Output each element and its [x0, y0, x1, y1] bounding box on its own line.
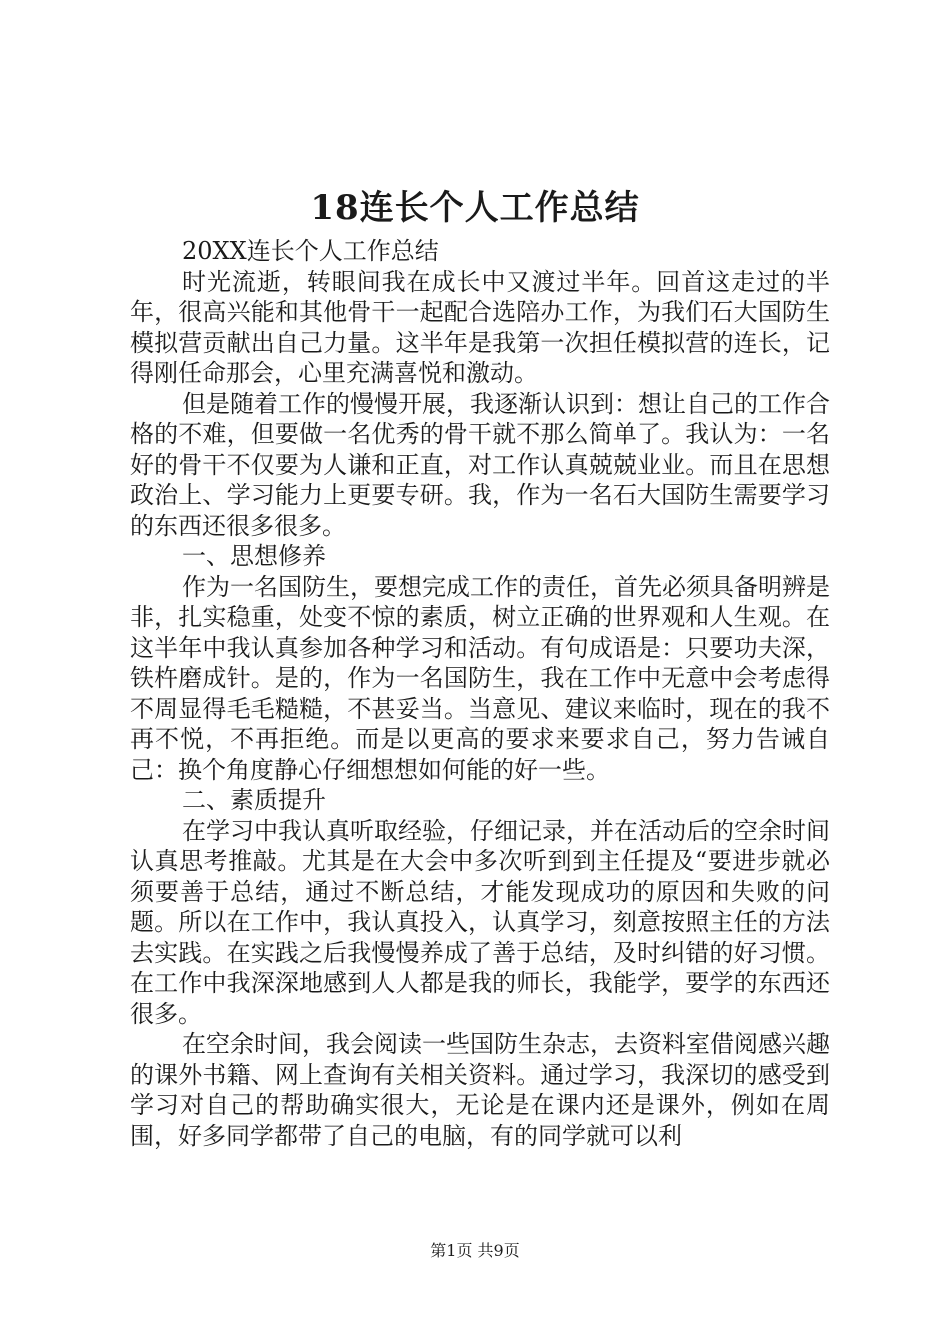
- page-footer: 第1页 共9页: [430, 1241, 520, 1260]
- section-heading: 二、素质提升: [182, 786, 326, 814]
- paragraph: 在空余时间，我会阅读一些国防生杂志，去资料室借阅感兴趣的课外书籍、网上查询有关相关资料。通过学习，我深切的感受到学习对自己的帮助确实很大，无论是在课内还是课外，例如在周围，好多同学都带了自己的电脑，有的同学就可以利: [130, 1030, 830, 1150]
- paragraph: 作为一名国防生，要想完成工作的责任，首先必须具备明辨是非，扎实稳重，处变不惊的素质，树立正确的世界观和人生观。在这半年中我认真参加各种学习和活动。有句成语是：只要功夫深，铁杵磨成针。是的，作为一名国防生，我在工作中无意中会考虑得不周显得毛毛糙糙，不甚妥当。当意见、建议来临时，现在的我不再不悦，不再拒绝。而是以更高的要求来要求自己，努力告诫自己：换个角度静心仔细想想如何能的好一些。: [130, 572, 830, 784]
- paragraph-subtitle: 20XX连长个人工作总结: [182, 237, 439, 265]
- document-body: [130, 236, 830, 1151]
- document-title: 18连长个人工作总结: [310, 188, 640, 228]
- paragraph: 在学习中我认真听取经验，仔细记录，并在活动后的空余时间认真思考推敲。尤其是在大会中多次听到到主任提及“要进步就必须要善于总结，通过不断总结，才能发现成功的原因和失败的问题。所以在工作中，我认真投入，认真学习，刻意按照主任的方法去实践。在实践之后我慢慢养成了善于总结，及时纠错的好习惯。在工作中我深深地感到人人都是我的师长，我能学，要学的东西还很多。: [130, 816, 830, 1028]
- section-heading: 一、思想修养: [182, 542, 326, 570]
- paragraph: 时光流逝，转眼间我在成长中又渡过半年。回首这走过的半年，很高兴能和其他骨干一起配合选陪办工作，为我们石大国防生模拟营贡献出自己力量。这半年是我第一次担任模拟营的连长，记得刚任命那会，心里充满喜悦和激动。: [130, 267, 830, 387]
- paragraph: 但是随着工作的慢慢开展，我逐渐认识到：想让自己的工作合格的不难，但要做一名优秀的骨干就不那么简单了。我认为：一名好的骨干不仅要为人谦和正直，对工作认真兢兢业业。而且在思想政治上、学习能力上更要专研。我，作为一名石大国防生需要学习的东西还很多很多。: [130, 389, 830, 540]
